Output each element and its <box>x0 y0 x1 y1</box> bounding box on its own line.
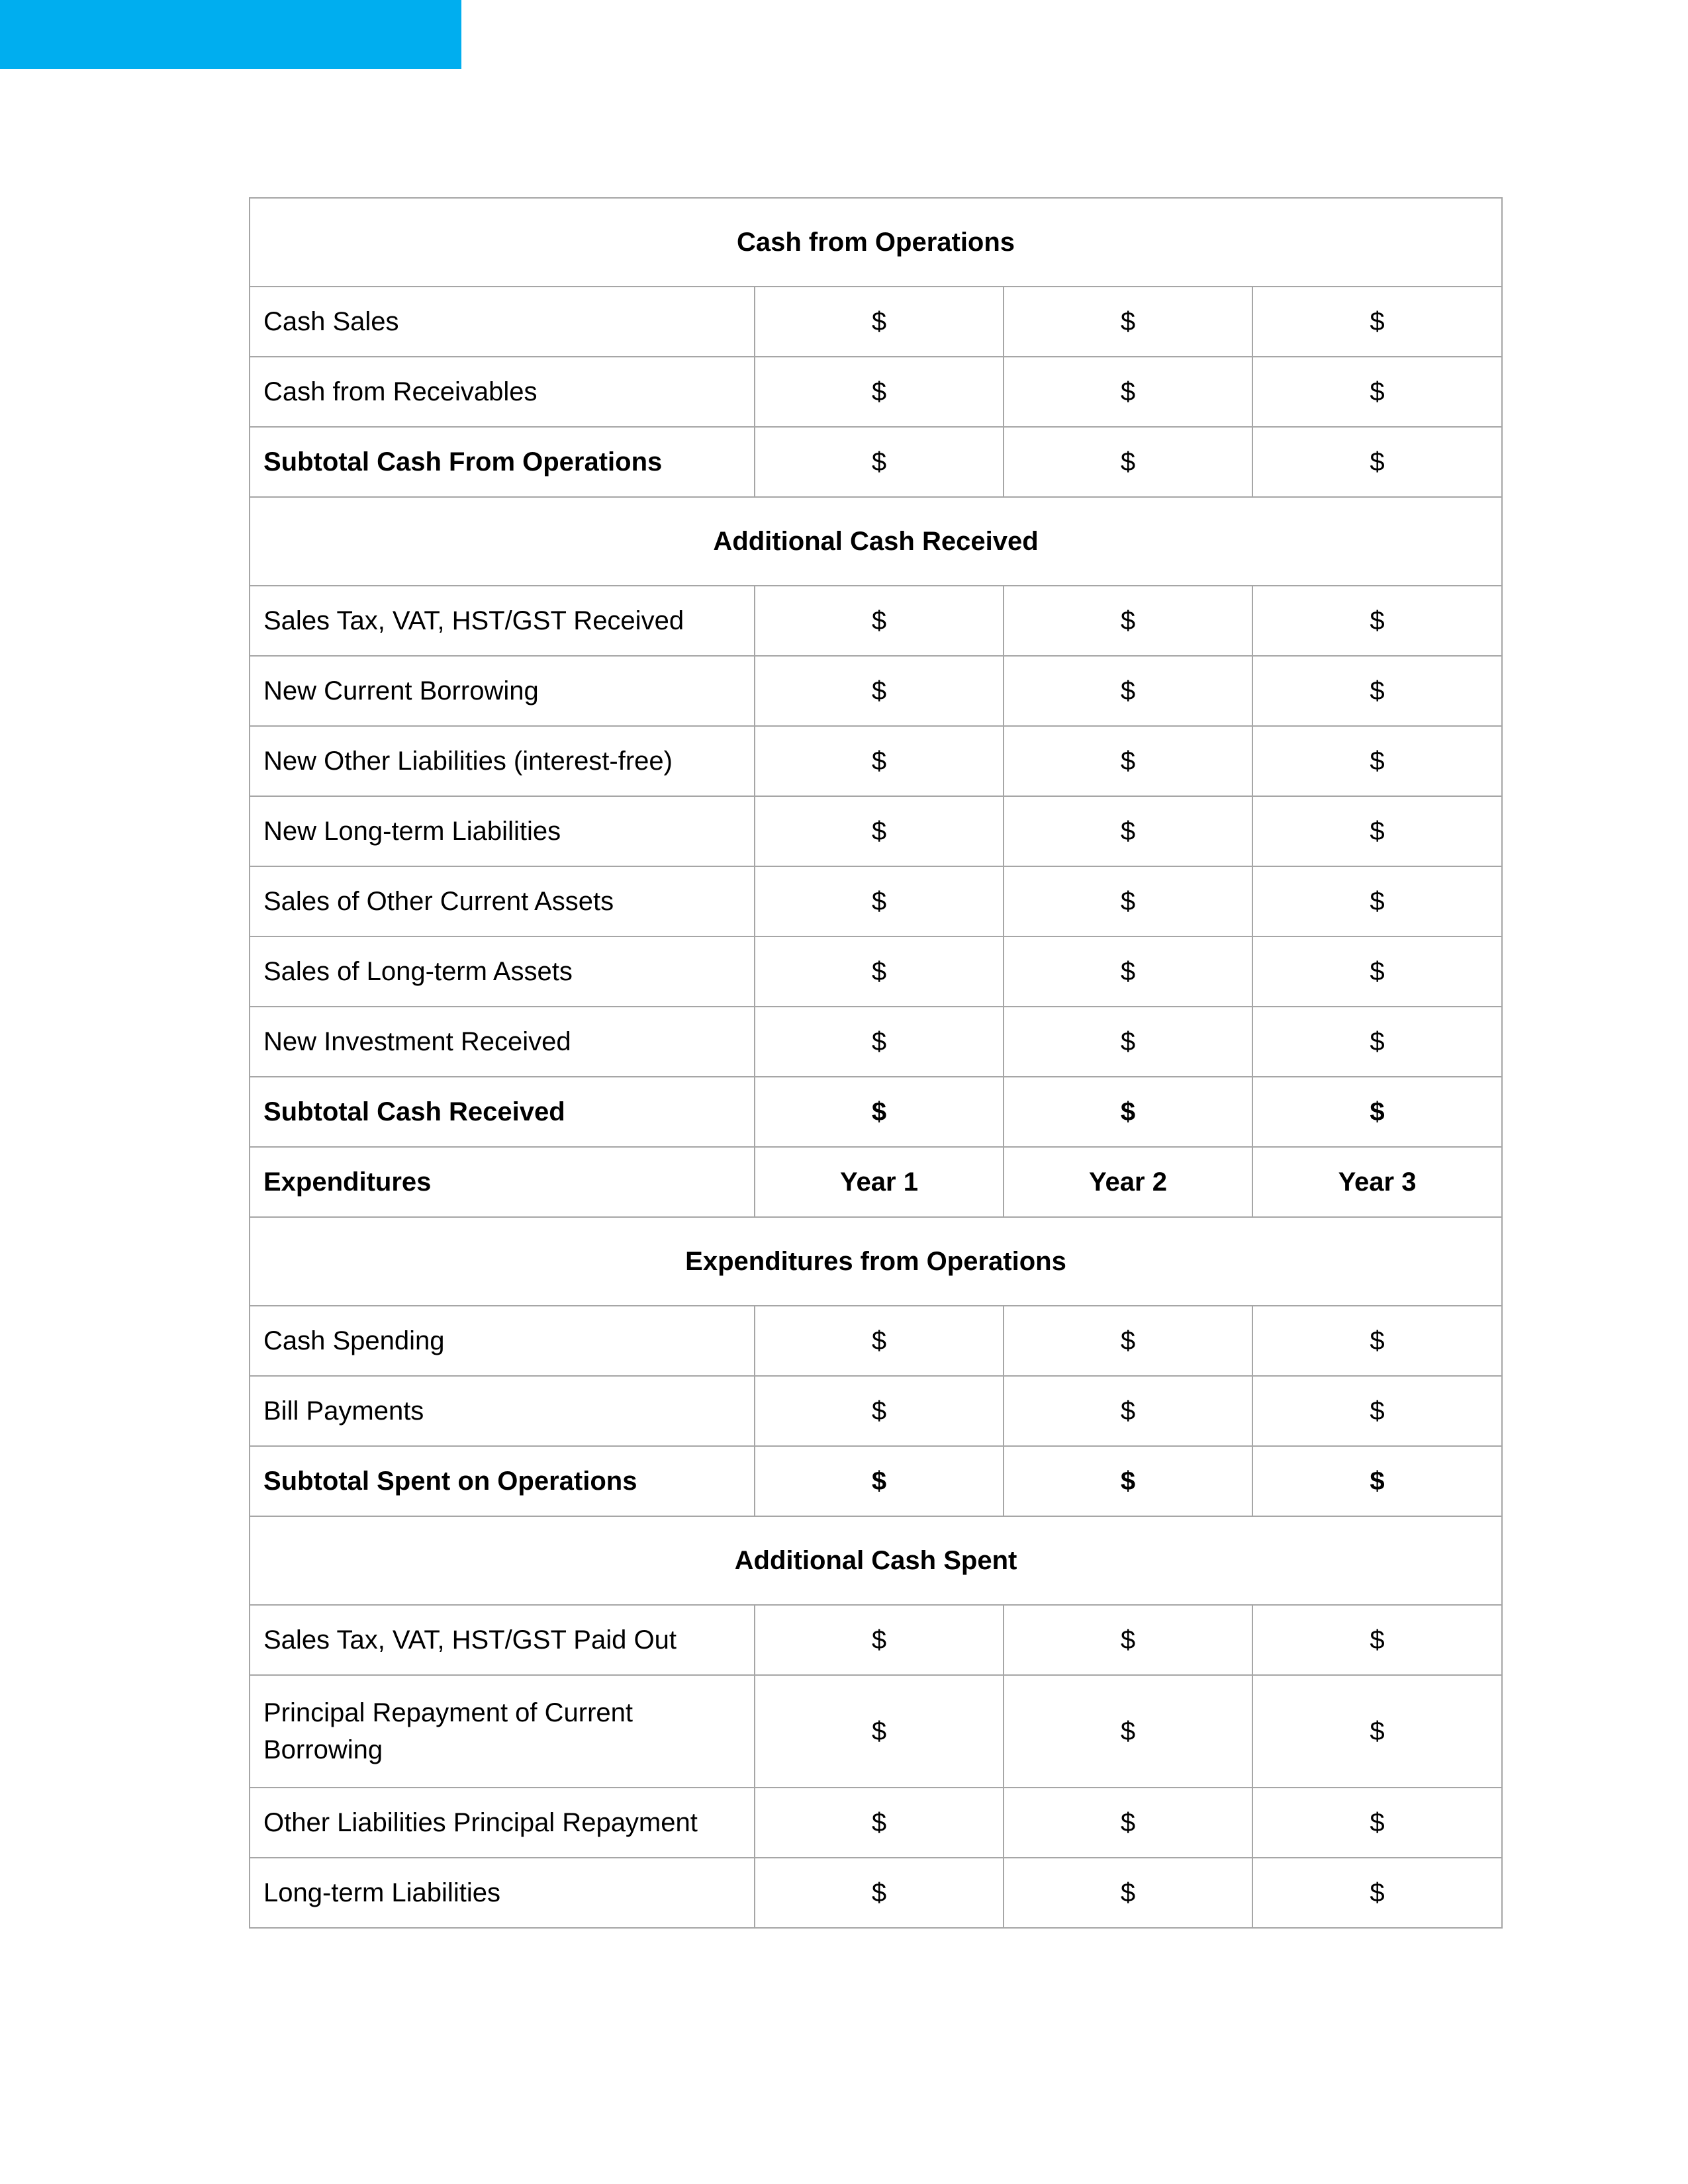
year-1-cell[interactable]: $ <box>755 287 1004 357</box>
year-3-cell[interactable]: $ <box>1252 1306 1502 1376</box>
year-3-cell[interactable]: $ <box>1252 1675 1502 1788</box>
table-row <box>250 656 1502 726</box>
year-2-cell[interactable]: $ <box>1004 1077 1252 1147</box>
year-3-cell[interactable]: $ <box>1252 1077 1502 1147</box>
year-2-header: Year 2 <box>1004 1147 1252 1217</box>
column-header-row <box>250 1147 1502 1217</box>
year-1-cell[interactable]: $ <box>755 1605 1004 1675</box>
year-1-cell[interactable]: $ <box>755 796 1004 866</box>
table-row <box>250 936 1502 1007</box>
year-3-cell[interactable]: $ <box>1252 287 1502 357</box>
row-label: Subtotal Spent on Operations <box>250 1446 755 1516</box>
table-row <box>250 1858 1502 1928</box>
cash-flow-table <box>249 197 1503 1929</box>
year-1-cell[interactable]: $ <box>755 1858 1004 1928</box>
table-row <box>250 1788 1502 1858</box>
row-label: Sales Tax, VAT, HST/GST Paid Out <box>250 1605 755 1675</box>
year-3-cell[interactable]: $ <box>1252 1446 1502 1516</box>
year-1-cell[interactable]: $ <box>755 726 1004 796</box>
year-2-cell[interactable]: $ <box>1004 1788 1252 1858</box>
year-1-header: Year 1 <box>755 1147 1004 1217</box>
section-header-row <box>250 1217 1502 1306</box>
year-1-cell[interactable]: $ <box>755 866 1004 936</box>
row-label: New Other Liabilities (interest-free) <box>250 726 755 796</box>
year-2-cell[interactable]: $ <box>1004 357 1252 427</box>
table-row <box>250 287 1502 357</box>
year-3-cell[interactable]: $ <box>1252 357 1502 427</box>
table-row <box>250 726 1502 796</box>
table-row <box>250 1007 1502 1077</box>
row-label: Cash Spending <box>250 1306 755 1376</box>
year-1-cell[interactable]: $ <box>755 1675 1004 1788</box>
year-2-cell[interactable]: $ <box>1004 656 1252 726</box>
section-title: Expenditures from Operations <box>250 1217 1502 1306</box>
subtotal-row <box>250 1077 1502 1147</box>
year-1-cell[interactable]: $ <box>755 427 1004 497</box>
year-3-cell[interactable]: $ <box>1252 1858 1502 1928</box>
year-2-cell[interactable]: $ <box>1004 1007 1252 1077</box>
table-row <box>250 357 1502 427</box>
year-2-cell[interactable]: $ <box>1004 586 1252 656</box>
year-2-cell[interactable]: $ <box>1004 287 1252 357</box>
year-2-cell[interactable]: $ <box>1004 1446 1252 1516</box>
year-2-cell[interactable]: $ <box>1004 936 1252 1007</box>
row-label: Other Liabilities Principal Repayment <box>250 1788 755 1858</box>
year-1-cell[interactable]: $ <box>755 1007 1004 1077</box>
section-header-row <box>250 1516 1502 1605</box>
year-3-cell[interactable]: $ <box>1252 936 1502 1007</box>
section-title: Cash from Operations <box>250 198 1502 287</box>
year-2-cell[interactable]: $ <box>1004 1675 1252 1788</box>
table-row <box>250 1675 1502 1788</box>
row-label: New Investment Received <box>250 1007 755 1077</box>
row-label: Subtotal Cash From Operations <box>250 427 755 497</box>
table-row <box>250 796 1502 866</box>
year-2-cell[interactable]: $ <box>1004 866 1252 936</box>
row-label: Bill Payments <box>250 1376 755 1446</box>
year-3-cell[interactable]: $ <box>1252 1788 1502 1858</box>
year-1-cell[interactable]: $ <box>755 656 1004 726</box>
table-row <box>250 1306 1502 1376</box>
year-3-cell[interactable]: $ <box>1252 1007 1502 1077</box>
year-3-cell[interactable]: $ <box>1252 656 1502 726</box>
section-title: Additional Cash Received <box>250 497 1502 586</box>
row-label: Cash from Receivables <box>250 357 755 427</box>
year-1-cell[interactable]: $ <box>755 1077 1004 1147</box>
year-1-cell[interactable]: $ <box>755 1446 1004 1516</box>
section-title: Additional Cash Spent <box>250 1516 1502 1605</box>
row-label: Sales of Other Current Assets <box>250 866 755 936</box>
year-3-header: Year 3 <box>1252 1147 1502 1217</box>
row-label: Sales Tax, VAT, HST/GST Received <box>250 586 755 656</box>
year-2-cell[interactable]: $ <box>1004 1306 1252 1376</box>
year-2-cell[interactable]: $ <box>1004 726 1252 796</box>
row-label: Subtotal Cash Received <box>250 1077 755 1147</box>
year-1-cell[interactable]: $ <box>755 1306 1004 1376</box>
table-row <box>250 866 1502 936</box>
year-2-cell[interactable]: $ <box>1004 427 1252 497</box>
table-row <box>250 1376 1502 1446</box>
subtotal-row <box>250 1446 1502 1516</box>
header-accent-bar <box>0 0 461 69</box>
year-2-cell[interactable]: $ <box>1004 1605 1252 1675</box>
year-1-cell[interactable]: $ <box>755 1788 1004 1858</box>
year-3-cell[interactable]: $ <box>1252 796 1502 866</box>
row-label: Long-term Liabilities <box>250 1858 755 1928</box>
row-label: Sales of Long-term Assets <box>250 936 755 1007</box>
year-3-cell[interactable]: $ <box>1252 866 1502 936</box>
year-1-cell[interactable]: $ <box>755 357 1004 427</box>
section-header-row <box>250 198 1502 287</box>
table-row <box>250 586 1502 656</box>
year-3-cell[interactable]: $ <box>1252 427 1502 497</box>
row-label: New Long-term Liabilities <box>250 796 755 866</box>
subtotal-row <box>250 427 1502 497</box>
year-3-cell[interactable]: $ <box>1252 1605 1502 1675</box>
row-label: New Current Borrowing <box>250 656 755 726</box>
row-label: Cash Sales <box>250 287 755 357</box>
year-3-cell[interactable]: $ <box>1252 586 1502 656</box>
year-2-cell[interactable]: $ <box>1004 1858 1252 1928</box>
year-1-cell[interactable]: $ <box>755 1376 1004 1446</box>
year-2-cell[interactable]: $ <box>1004 796 1252 866</box>
table-row <box>250 1605 1502 1675</box>
row-label: Expenditures <box>250 1147 755 1217</box>
section-header-row <box>250 497 1502 586</box>
row-label: Principal Repayment of Current Borrowing <box>250 1675 755 1788</box>
year-3-cell[interactable]: $ <box>1252 726 1502 796</box>
year-1-cell[interactable]: $ <box>755 586 1004 656</box>
year-3-cell[interactable]: $ <box>1252 1376 1502 1446</box>
year-1-cell[interactable]: $ <box>755 936 1004 1007</box>
year-2-cell[interactable]: $ <box>1004 1376 1252 1446</box>
